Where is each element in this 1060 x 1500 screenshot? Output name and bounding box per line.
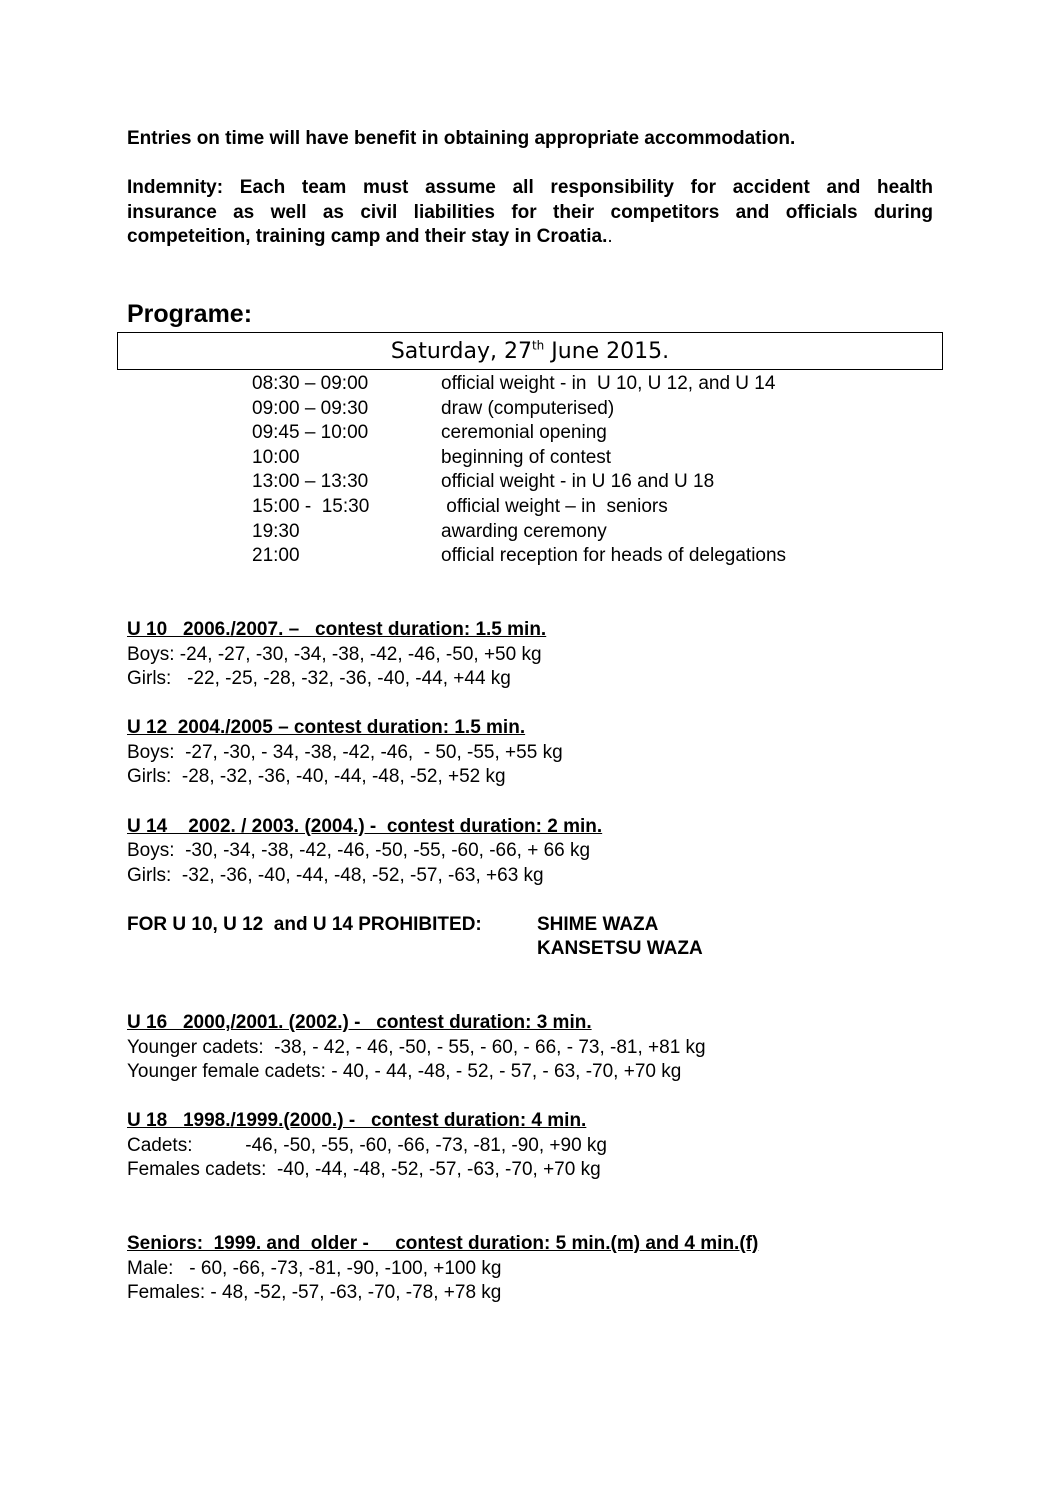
schedule-time: 21:00 bbox=[252, 545, 300, 567]
schedule-event: ceremonial opening bbox=[441, 422, 607, 444]
schedule-time: 13:00 – 13:30 bbox=[252, 471, 369, 493]
indemnity-line-2: insurance as well as civil liabilities for their competitors and officials during bbox=[127, 201, 933, 223]
seniors-male: Male: - 60, -66, -73, -81, -90, -100, +100 kg bbox=[127, 1258, 502, 1279]
programme-heading: Programe: bbox=[127, 300, 253, 328]
u10-title: U 10 2006./2007. – contest duration: 1.5 min. bbox=[127, 619, 547, 640]
schedule-time: 15:00 - 15:30 bbox=[252, 495, 370, 517]
u10-boys: Boys: -24, -27, -30, -34, -38, -42, -46, -50, +50 kg bbox=[127, 644, 542, 665]
u18-title: U 18 1998./1999.(2000.) - contest duration: 4 min. bbox=[127, 1110, 587, 1131]
u14-title: U 14 2002. / 2003. (2004.) - contest duration: 2 min. bbox=[127, 816, 603, 837]
day-banner bbox=[117, 332, 943, 370]
schedule-event: official weight - in U 10, U 12, and U 14 bbox=[441, 373, 776, 394]
schedule-time: 10:00 bbox=[252, 446, 300, 468]
schedule-time: 09:00 – 09:30 bbox=[252, 397, 369, 419]
schedule-row bbox=[252, 520, 786, 545]
schedule-event: awarding ceremony bbox=[441, 520, 607, 542]
schedule-row bbox=[252, 397, 786, 422]
seniors-females: Females: - 48, -52, -57, -63, -70, -78, +78 kg bbox=[127, 1282, 502, 1303]
schedule-row bbox=[252, 470, 786, 495]
schedule-event: official weight - in U 16 and U 18 bbox=[441, 471, 715, 493]
schedule-table bbox=[252, 372, 786, 569]
prohibited-item-kansetsu: KANSETSU WAZA bbox=[537, 938, 703, 959]
seniors-title: Seniors: 1999. and older - contest duration: 5 min.(m) and 4 min.(f) bbox=[127, 1233, 759, 1254]
schedule-time: 19:30 bbox=[252, 520, 300, 542]
u12-title: U 12 2004./2005 – contest duration: 1.5 min. bbox=[127, 717, 526, 738]
schedule-row bbox=[252, 446, 786, 471]
indemnity-line-3-text: competeition, training camp and their stay in Croatia. bbox=[127, 226, 608, 247]
schedule-event: official weight – in seniors bbox=[441, 495, 668, 517]
indemnity-paragraph bbox=[127, 176, 933, 250]
schedule-row bbox=[252, 372, 786, 397]
day-superscript: th bbox=[531, 338, 545, 353]
schedule-time: 09:45 – 10:00 bbox=[252, 422, 369, 444]
indemnity-line-3: competeition, training camp and their stay in Croatia.. bbox=[127, 226, 613, 247]
schedule-row bbox=[252, 421, 786, 446]
u16-younger-female-cadets: Younger female cadets: - 40, - 44, -48, - 52, - 57, - 63, -70, +70 kg bbox=[127, 1061, 682, 1082]
schedule-event: official reception for heads of delegations bbox=[441, 545, 787, 567]
schedule-row bbox=[252, 544, 786, 569]
prohibited-item-shime: SHIME WAZA bbox=[537, 914, 659, 935]
schedule-time: 08:30 – 09:00 bbox=[252, 373, 369, 394]
u12-girls: Girls: -28, -32, -36, -40, -44, -48, -52, +52 kg bbox=[127, 766, 506, 787]
schedule-event: draw (computerised) bbox=[441, 397, 615, 419]
u14-girls: Girls: -32, -36, -40, -44, -48, -52, -57, -63, +63 kg bbox=[127, 865, 544, 886]
u18-cadets: Cadets: -46, -50, -55, -60, -66, -73, -81, -90, +90 kg bbox=[127, 1135, 607, 1156]
entries-note: Entries on time will have benefit in obtaining appropriate accommodation. bbox=[127, 128, 796, 149]
u12-boys: Boys: -27, -30, - 34, -38, -42, -46, - 50, -55, +55 kg bbox=[127, 742, 563, 763]
schedule-row bbox=[252, 495, 786, 520]
day-suffix: June 2015. bbox=[544, 339, 670, 364]
u16-title: U 16 2000,/2001. (2002.) - contest duration: 3 min. bbox=[127, 1012, 592, 1033]
u16-younger-cadets: Younger cadets: -38, - 42, - 46, -50, - 55, - 60, - 66, - 73, -81, +81 kg bbox=[127, 1037, 706, 1058]
prohibited-label: FOR U 10, U 12 and U 14 PROHIBITED: bbox=[127, 914, 482, 935]
indemnity-line-1: Indemnity: Each team must assume all responsibility for accident and health bbox=[127, 177, 933, 198]
u18-female-cadets: Females cadets: -40, -44, -48, -52, -57, -63, -70, +70 kg bbox=[127, 1159, 601, 1180]
day-prefix: Saturday, 27 bbox=[390, 339, 532, 364]
u14-boys: Boys: -30, -34, -38, -42, -46, -50, -55, -60, -66, + 66 kg bbox=[127, 840, 591, 861]
u10-girls: Girls: -22, -25, -28, -32, -36, -40, -44, +44 kg bbox=[127, 668, 511, 689]
schedule-event: beginning of contest bbox=[441, 446, 612, 468]
